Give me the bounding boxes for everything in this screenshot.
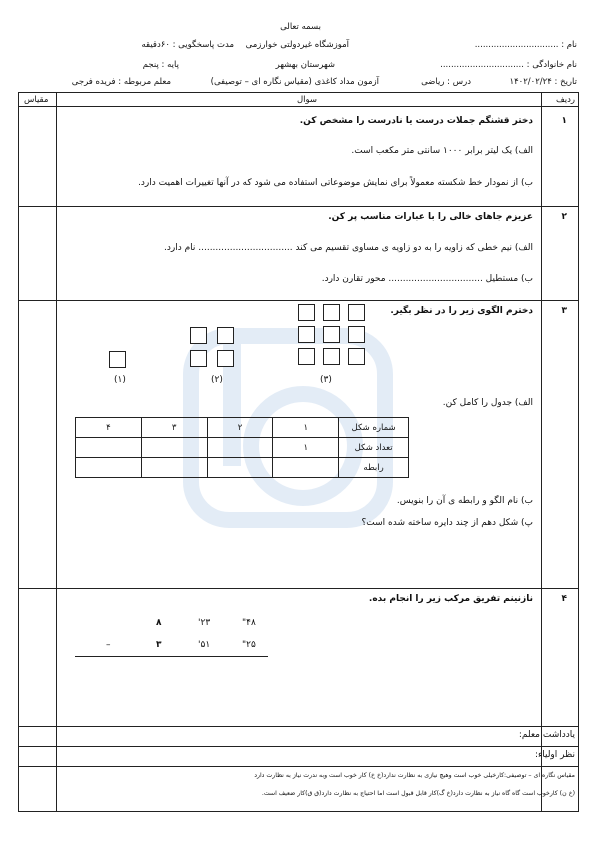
q1-bottom-line <box>18 206 579 207</box>
exam-title: آزمون مداد کاغذی (مقیاس نگاره ای – توصیفی) <box>210 77 379 87</box>
figure-2-square <box>190 350 207 367</box>
q1-number: ۱ <box>561 116 567 126</box>
q1-item-a: الف) یک لیتر برابر ۱۰۰۰ سانتی متر مکعب است. <box>351 146 533 156</box>
figure-2-square <box>190 327 207 344</box>
family-blank: ............................... <box>440 60 524 70</box>
subtraction-line <box>75 656 268 657</box>
table-row <box>76 438 409 458</box>
table-cell: ۴ <box>76 418 142 438</box>
table-cell: ۱ <box>273 438 339 458</box>
figure-3-square <box>298 348 315 365</box>
q3-title: دخترم الگوی زیر را در نظر بگیر. <box>390 306 533 316</box>
q4-number: ۴ <box>561 594 567 604</box>
q3-bottom-line <box>18 588 579 589</box>
name-field <box>475 40 577 50</box>
name-blank: ............................... <box>474 40 559 50</box>
family-field <box>440 60 577 70</box>
exam-page <box>18 8 579 812</box>
parent-note: نظر اولیاء: <box>534 750 575 760</box>
degrees-2: ۳ <box>156 640 162 650</box>
lesson: درس : ریاضی <box>421 77 471 87</box>
scale-legend-line-1: مقیاس نگاره ای – توصیفی:کارخیلی خوب است وهیچ نیازی به نظارت ندارد(خ خ) کار خوب است وبه ندرت نیاز به نظارت دارد <box>254 772 575 779</box>
seconds-2: ۲۵" <box>242 640 256 650</box>
exam-duration: مدت پاسخگویی : ۶۰دقیقه <box>141 40 234 50</box>
figure-3-square <box>323 304 340 321</box>
table-row <box>76 418 409 438</box>
teacher-note: یادداشت معلم: <box>518 730 575 740</box>
minutes-2: ۵۱' <box>198 640 211 650</box>
q2-bottom-line <box>18 300 579 301</box>
school-name: آموزشگاه غیردولتی خوارزمی <box>245 40 349 50</box>
header-row-line <box>18 106 579 107</box>
q3-part-b: ب) نام الگو و رابطه ی آن را بنویس. <box>396 496 533 506</box>
figure-2-label: (۲) <box>211 375 223 385</box>
pattern-table <box>75 417 409 478</box>
table-cell: شماره شکل <box>339 418 409 438</box>
figure-3-square <box>348 326 365 343</box>
basmala: بسمه تعالی <box>280 22 321 32</box>
table-cell[interactable] <box>76 458 142 478</box>
table-cell: رابطه <box>339 458 409 478</box>
q3-number: ۳ <box>561 306 567 316</box>
scale-legend-line-2: (خ ن) کارخوب است گاه گاه نیاز به نظارت دارد(خ گ)کار قابل قبول است اما احتیاج به نظارت دارد(ق ق)کار ضعیف است. <box>261 790 575 797</box>
column-scale: مقیاس <box>24 95 49 105</box>
q2-item-a: الف) نیم خطی که زاویه را به دو زاویه ی مساوی تقسیم می کند ................................. نام دارد. <box>163 243 533 253</box>
table-cell[interactable] <box>207 458 273 478</box>
figure-3-square <box>348 348 365 365</box>
figure-3-label: (۳) <box>320 375 332 385</box>
q2-title: عزیزم جاهای خالی را با عبارات مناسب پر کن. <box>328 212 533 222</box>
figure-3-square <box>323 326 340 343</box>
q2-number: ۲ <box>561 212 567 222</box>
table-cell[interactable] <box>76 438 142 458</box>
teacher-name: معلم مربوطه : فریده فرجی <box>71 77 171 87</box>
grade: پایه : پنجم <box>142 60 179 70</box>
name-label: نام : <box>561 40 577 50</box>
column-question: سوال <box>296 95 317 105</box>
q1-title: دختر قشنگم جملات درست یا نادرست را مشخص کن. <box>299 116 533 126</box>
city: شهرستان بهشهر <box>275 60 335 70</box>
q4-title: نازنینم تفریق مرکب زیر را انجام بده. <box>368 594 533 604</box>
table-cell[interactable] <box>207 438 273 458</box>
minutes-1: ۲۳' <box>198 618 211 628</box>
q1-item-b: ب) از نمودار خط شکسته معمولاً برای نمایش موضوعاتی استفاده می شود که در آنها تغییرات اهمیت دارد. <box>138 178 533 188</box>
degrees-1: ۸ <box>156 618 162 628</box>
table-cell: ۱ <box>273 418 339 438</box>
q3-part-c: پ) شکل دهم از چند دایره ساخته شده است؟ <box>361 518 533 528</box>
family-label: نام خانوادگی : <box>526 60 577 70</box>
table-cell[interactable] <box>141 438 207 458</box>
table-cell: تعداد شکل <box>339 438 409 458</box>
table-cell[interactable] <box>141 458 207 478</box>
table-cell[interactable] <box>273 458 339 478</box>
figure-3-square <box>348 304 365 321</box>
table-cell: ۲ <box>207 418 273 438</box>
figure-1-label: (۱) <box>114 375 126 385</box>
figure-3-square <box>298 326 315 343</box>
exam-date: تاریخ : ۱۴۰۲/۰۲/۲۴ <box>509 77 577 87</box>
figure-1-square <box>109 351 126 368</box>
figure-3-square <box>323 348 340 365</box>
parent-note-line <box>18 766 579 767</box>
figure-3-square <box>298 304 315 321</box>
q4-bottom-line <box>18 726 579 727</box>
q3-part-a: الف) جدول را کامل کن. <box>442 398 533 408</box>
scale-column-divider <box>56 92 57 812</box>
teacher-note-line <box>18 746 579 747</box>
figure-2-square <box>217 350 234 367</box>
table-row <box>76 458 409 478</box>
figure-2-square <box>217 327 234 344</box>
row-column-divider <box>541 92 542 812</box>
q2-item-b: ب) مستطیل ................................. محور تقارن دارد. <box>321 274 533 284</box>
minus-sign: – <box>106 640 111 650</box>
column-row: ردیف <box>555 95 575 105</box>
seconds-1: ۴۸" <box>242 618 256 628</box>
table-cell: ۳ <box>141 418 207 438</box>
